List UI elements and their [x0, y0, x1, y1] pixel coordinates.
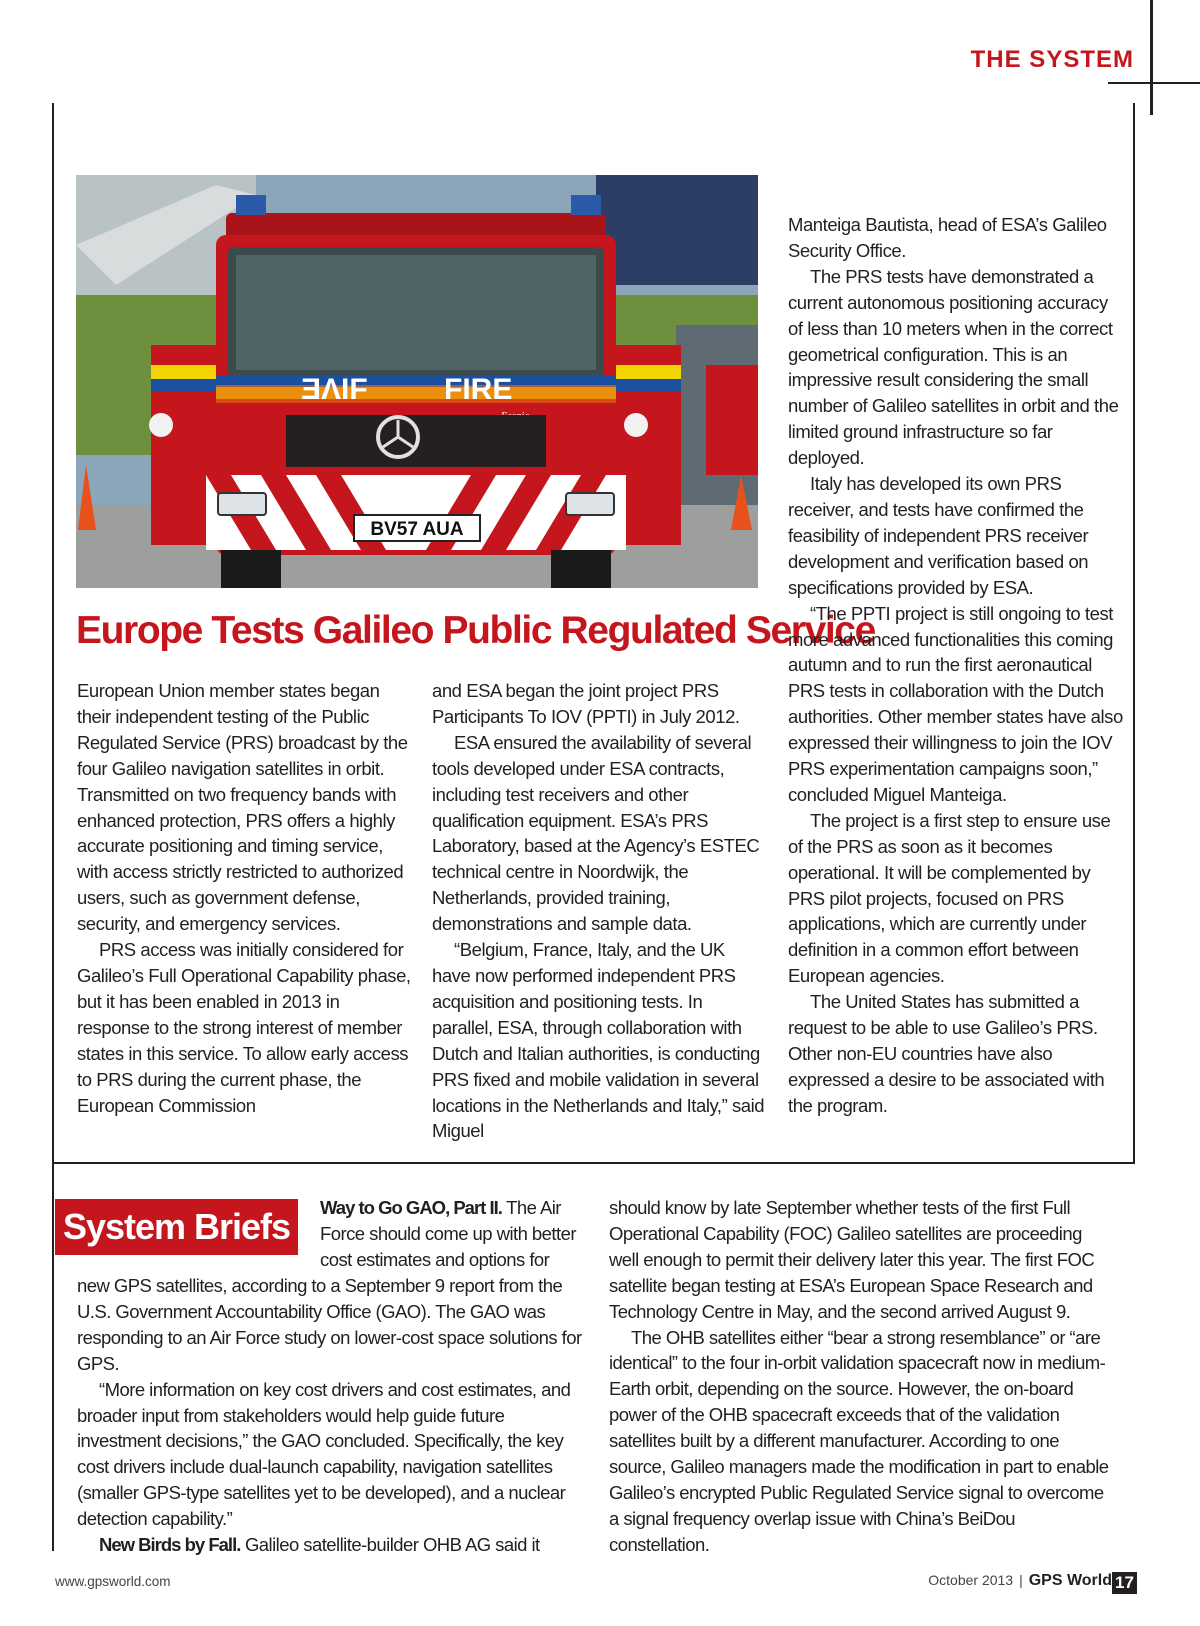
cab-sign-mirrored: ƎɅIF	[301, 373, 368, 406]
footer-separator: |	[1019, 1572, 1023, 1588]
registration-plate: BV57 AUA	[370, 519, 464, 540]
section-divider	[52, 1162, 1135, 1164]
brief-lead: New Birds by Fall.	[99, 1534, 241, 1556]
brief-lead: Way to Go GAO, Part II.	[320, 1197, 502, 1218]
brief-text: Galileo satellite-builder OHB AG said it	[240, 1534, 540, 1556]
paragraph: new GPS satellites, according to a September 9 report from the U.S. Government Accountability Office (GAO). The GAO was responding to an Air Force study on lower-cost space solutions for GPS.	[77, 1275, 582, 1374]
fire-engine-photo	[76, 175, 758, 588]
paragraph: Manteiga Bautista, head of ESA’s Galileo Security Office.	[788, 214, 1107, 261]
article-column-3	[788, 212, 1123, 1119]
paragraph: ESA ensured the availability of several tools developed under ESA contracts, including test receivers and other qualification equipment. ESA’s PRS Laboratory, based at the Agency’s ESTEC technical centre in Noordwijk, the Netherlands, provided training, demonstrations and sample data.	[432, 731, 760, 935]
frame-right-rule	[1133, 103, 1135, 1164]
page-number: 17	[1112, 1572, 1137, 1594]
system-briefs-badge: System Briefs	[55, 1199, 298, 1255]
article-column-2	[432, 678, 766, 1144]
frame-left-rule	[52, 103, 54, 1551]
paragraph: The project is a first step to ensure use of the PRS as soon as it becomes operational. It will be complemented by PRS pilot projects, focused on PRS applications, which are currently under definition in a common effort between European agencies.	[788, 809, 1111, 987]
article-column-1	[77, 678, 411, 1118]
brief-text: The Air Force should come up with better cost estimates and options for	[320, 1197, 576, 1270]
paragraph: PRS access was initially considered for Galileo’s Full Operational Capability phase, but it has been enabled in 2013 in response to the strong interest of member states in this service. To allow early access to PRS during the current phase, the European Commission	[77, 939, 411, 1116]
paragraph: “More information on key cost drivers and cost estimates, and broader input from stakeholders would help guide future investment decisions,” the GAO concluded. Specifically, the key cost drivers include dual-launch capability, navigation satellites (smaller GPS-type satellites yet to be developed), and a nuclear detection capability.”	[77, 1378, 571, 1530]
footer-info	[928, 1572, 1112, 1590]
issue-date: October 2013	[928, 1572, 1014, 1588]
paragraph: Italy has developed its own PRS receiver, and tests have confirmed the feasibility of independent PRS receiver development and verification based on specifications provided by ESA.	[788, 473, 1089, 598]
paragraph: European Union member states began their independent testing of the Public Regulated Service (PRS) broadcast by the four Galileo navigation satellites in orbit. Transmitted on two frequency bands with enhanced protection, PRS offers a highly accurate positioning and timing service, with access strictly restricted to authorized users, such as government defense, security, and emergency services.	[77, 680, 408, 935]
briefs-column-2	[609, 1195, 1113, 1558]
paragraph: and ESA began the joint project PRS Participants To IOV (PPTI) in July 2012.	[432, 680, 740, 727]
paragraph: The PRS tests have demonstrated a current autonomous positioning accuracy of less than 10 meters when in the correct geometrical configuration. This is an impressive result considering the small number of Galileo satellites in orbit and the limited ground infrastructure so far deployed.	[788, 265, 1119, 469]
section-label: THE SYSTEM	[970, 46, 1134, 73]
paragraph: “The PPTI project is still ongoing to test more advanced functionalities this coming autumn and to run the first aeronautical PRS tests in collaboration with the Dutch authorities. Other member states have also expressed their willingness to join the IOV PRS experimentation campaigns soon,” concluded Miguel Manteiga.	[788, 602, 1123, 805]
corner-rule-horizontal	[1108, 82, 1200, 84]
article-title: Europe Tests Galileo Public Regulated Service	[76, 609, 875, 652]
magazine-name: GPS World	[1028, 1572, 1112, 1589]
paragraph: “Belgium, France, Italy, and the UK have now performed independent PRS acquisition and positioning tests. In parallel, ESA, through collaboration with Dutch and Italian authorities, is conducting PRS fixed and mobile validation in several locations in the Netherlands and Italy,” said Miguel	[432, 939, 765, 1142]
paragraph: should know by late September whether tests of the first Full Operational Capability (FOC) Galileo satellites are proceeding well enough to permit their delivery later this year. The first FOC satellite began testing at ESA’s European Space Research and Technology Centre in May, and the second arrived August 9.	[609, 1197, 1095, 1322]
brief-intro	[320, 1195, 588, 1273]
corner-rule-vertical	[1150, 0, 1153, 115]
paragraph: The OHB satellites either “bear a strong resemblance” or “are identical” to the four in-orbit validation spacecraft now in medium-Earth orbit, depending on the source. However, the on-board power of the OHB spacecraft exceeds that of the validation satellites built by a different manufacturer. According to one source, Galileo managers made the modification in part to enable Galileo’s encrypted Public Regulated Service signal to overcome a signal frequency overlap issue with China’s BeiDou constellation.	[609, 1326, 1109, 1555]
paragraph: The United States has submitted a request to be able to use Galileo’s PRS. Other non-EU countries have also expressed a desire to be associated with the program.	[788, 991, 1105, 1116]
footer-url[interactable]: www.gpsworld.com	[55, 1574, 171, 1589]
briefs-column-1	[77, 1273, 588, 1558]
cab-sign: FIRE	[444, 373, 513, 406]
